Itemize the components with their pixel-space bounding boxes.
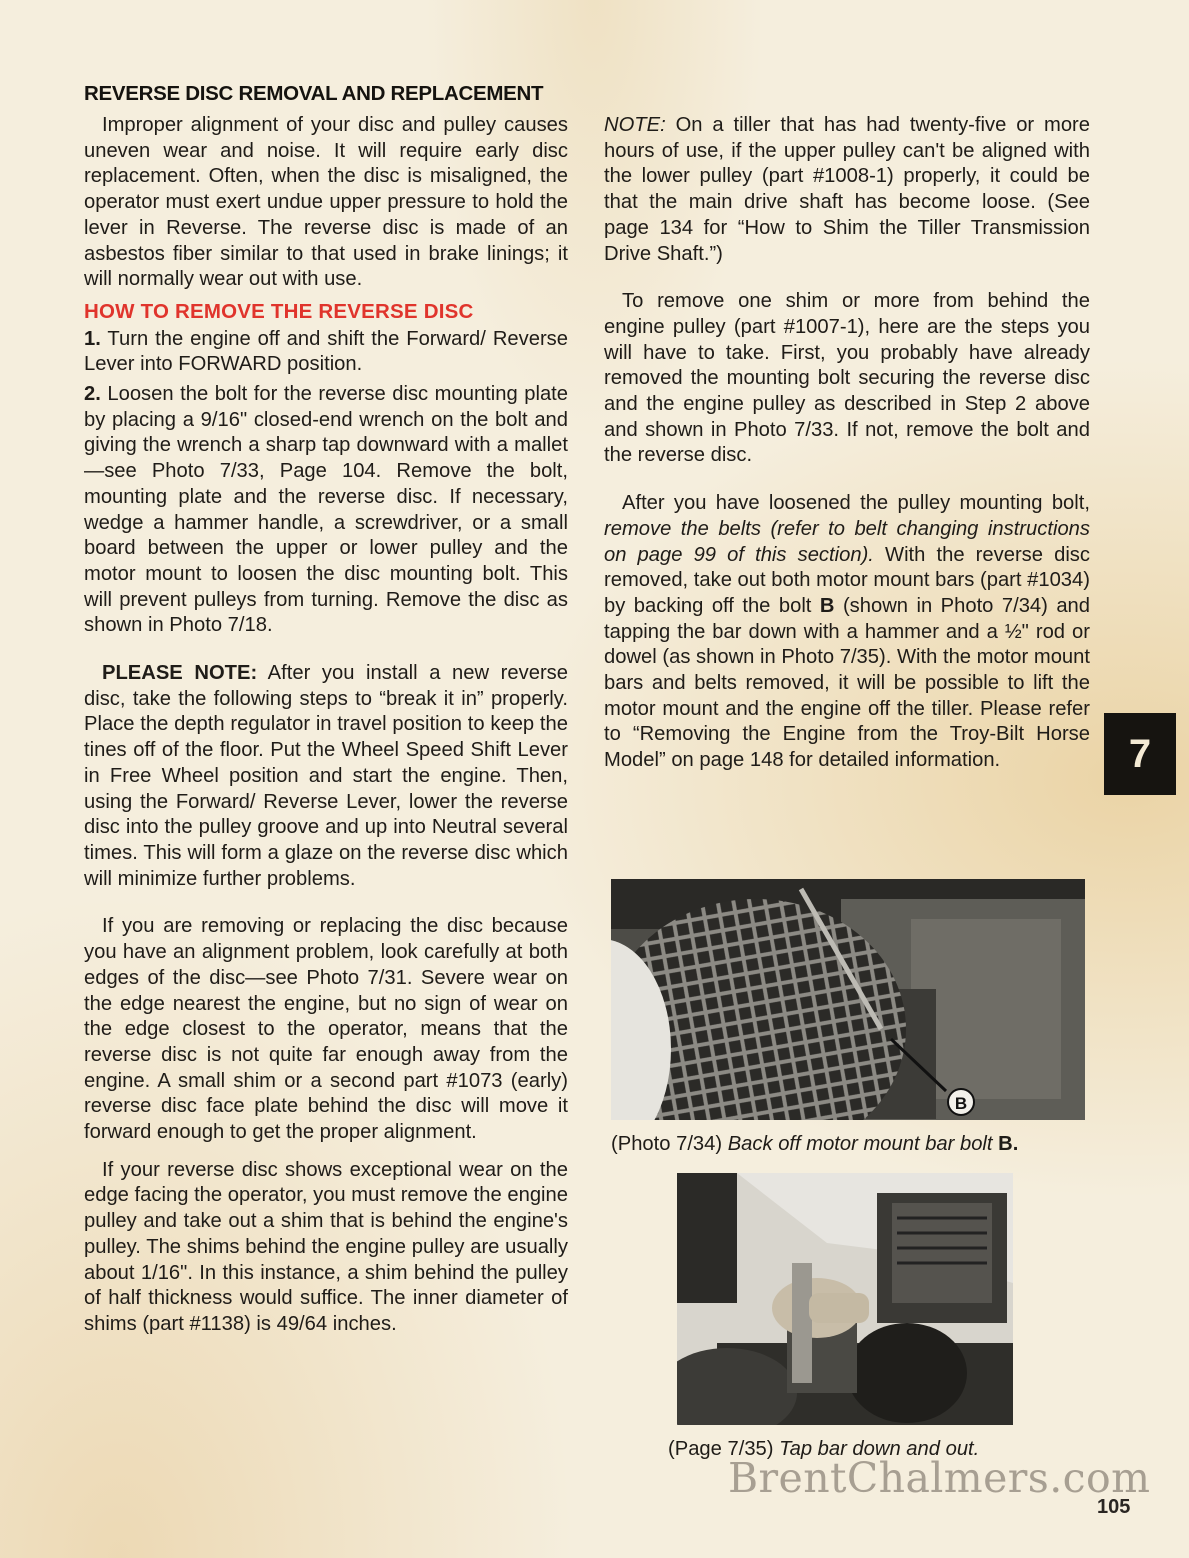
photo-7-34 [611, 879, 1085, 1120]
step-2-number: 2. [84, 383, 101, 406]
photo-7-35-illustration [677, 1173, 1013, 1425]
please-note-text: After you install a new reverse disc, take the following steps to “break it in” properly. Place the depth regulator in travel position to keep the tines off of the floor. Put the Wheel Speed Shift Lever in Free Wheel position and start the engine. Then, using the Forward/ Reverse Lever, lower the reverse disc into the pulley groove and up into Neutral several times. This will form a glaze on the reverse disc which will minimize further problems. [84, 662, 568, 890]
photo-7-34-caption [611, 1132, 1018, 1156]
photo-callout-b: B [954, 1094, 968, 1113]
please-note-paragraph [84, 661, 568, 892]
left-column [84, 113, 568, 1338]
belts-paragraph [604, 491, 1090, 774]
belts-text-a: After you have loosened the pulley mounting bolt, [622, 492, 1090, 515]
chapter-tab: 7 [1104, 713, 1176, 795]
photo-7-35-caption-text: Tap bar down and out. [779, 1438, 980, 1460]
belts-bolt-label: B [819, 594, 835, 617]
photo-7-34-caption-prefix: (Photo 7/34) [611, 1133, 723, 1155]
subheading-remove-disc: HOW TO REMOVE THE REVERSE DISC [84, 299, 474, 323]
step-1-number: 1. [84, 327, 101, 350]
right-column [604, 113, 1090, 774]
belts-text-c: (shown in Photo 7/34) and tapping the bar down with a hammer and a ½" rod or dowel (as shown in Photo 7/35). With the motor mount bars and belts removed, it will be possible to lift the motor mount and the engine off the tiller. Please refer to “Removing the Engine from the Troy-Bilt Horse Model” on page 148 for detailed information. [604, 594, 1091, 772]
step-2-text: Loosen the bolt for the reverse disc mounting plate by placing a 9/16" closed-end wrench on the bolt and giving the wrench a sharp tap downward with a mallet—see Photo 7/33, Page 104. Remove the bolt, mounting plate and the reverse disc. If necessary, wedge a hammer handle, a screwdriver, or a small board between the upper or lower pulley and the motor mount to loosen the disc mounting bolt. This will prevent pulleys from turning. Remove the disc as shown in Photo 7/18. [84, 383, 569, 637]
intro-paragraph: Improper alignment of your disc and pulley causes uneven wear and noise. It will require early disc replacement. Often, when the disc is misaligned, the operator must exert undue upper pressure to hold the lever in Reverse. The reverse disc is made of an asbestos fiber similar to that used in brake linings; it will normally wear out with use. [84, 114, 568, 291]
note-paragraph [604, 113, 1090, 267]
page-number: 105 [1097, 1496, 1131, 1518]
belts-text-italic: remove the belts (refer to belt changing instructions on page 99 of this section). [604, 517, 1090, 566]
watermark: BrentChalmers.com [728, 1454, 1151, 1502]
page-title: REVERSE DISC REMOVAL AND REPLACEMENT [84, 82, 544, 105]
photo-7-35 [677, 1173, 1013, 1425]
wear-paragraph: If your reverse disc shows exceptional wear on the edge facing the operator, you must remove the engine pulley and take out a shim that is behind the engine's pulley. The shims behind the engine pulley are usually about 1/16". In this instance, a shim behind the pulley of half thickness would suffice. The inner diameter of shims (part #1138) is 49/64 inches. [84, 1158, 568, 1335]
step-2 [84, 382, 568, 639]
alignment-paragraph: If you are removing or replacing the disc because you have an alignment problem, look carefully at both edges of the disc—see Photo 7/31. Severe wear on the edge nearest the engine, but no sign of wear on the edge closest to the operator, means that the reverse disc is not quite far enough away from the engine. A small shim or a second part #1073 (early) reverse disc face plate behind the disc will move it forward enough to get the proper alignment. [84, 915, 568, 1144]
please-note-label: PLEASE NOTE: [102, 662, 258, 685]
step-1-text: Turn the engine off and shift the Forward/ Reverse Lever into FORWARD position. [84, 327, 568, 376]
note-label: NOTE: [604, 114, 666, 136]
step-1 [84, 327, 568, 378]
photo-7-34-illustration [611, 879, 1085, 1120]
photo-7-35-caption-prefix: (Page 7/35) [668, 1438, 774, 1460]
photo-7-34-caption-text: Back off motor mount bar bolt [727, 1133, 993, 1155]
belts-text-b: With the reverse disc removed, take out both motor mount bars (part #1034) by backing off the bolt [604, 543, 1090, 617]
photo-7-34-caption-bold: B. [998, 1133, 1019, 1155]
note-text: On a tiller that has had twenty-five or more hours of use, if the upper pulley can't be aligned with the lower pulley (part #1008-1) properly, it could be that the main drive shaft has become loose. (See page 134 for “How to Shim the Tiller Transmission Drive Shaft.”) [604, 114, 1091, 265]
shim-paragraph: To remove one shim or more from behind the engine pulley (part #1007-1), here are the steps you will have to take. First, you probably have already removed the mounting bolt securing the reverse disc and the engine pulley as described in Step 2 above and shown in Photo 7/33. If not, remove the bolt and the reverse disc. [604, 290, 1090, 467]
